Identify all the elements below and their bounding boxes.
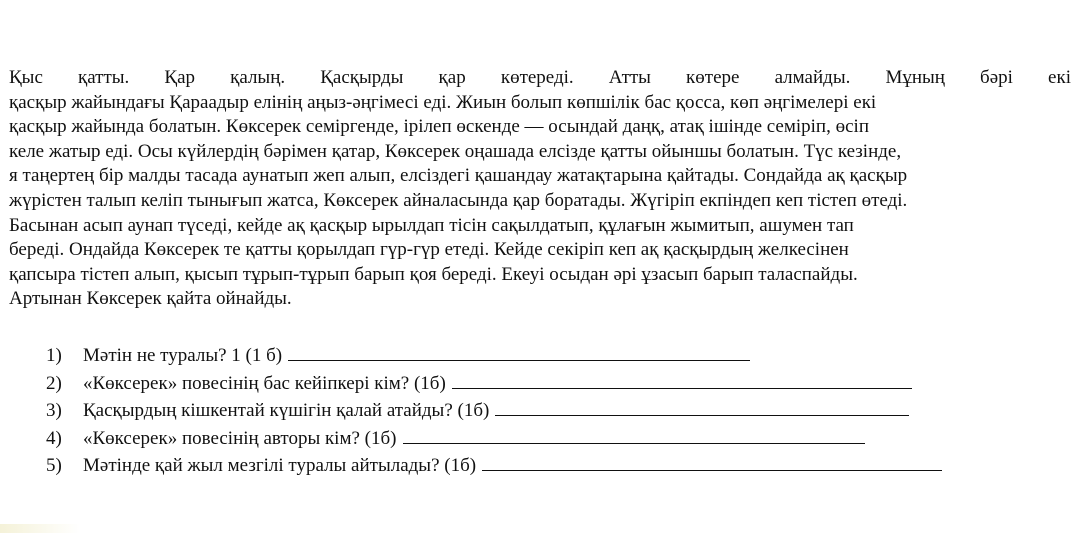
question-text: Қасқырдың кішкентай күшігін қалай атайды? (1б): [83, 400, 490, 421]
reading-passage: [9, 66, 1071, 312]
answer-blank[interactable]: [403, 425, 865, 444]
question-number: 4): [46, 427, 62, 449]
passage-line: я таңертең бір малды тасада аунатып жеп алып, елсіздегі қашандау жатақтарына қайтады. Сондайда ақ қасқыр: [9, 165, 908, 187]
passage-line: қасқыр жайындағы Қараадыр елінің аңыз-әңгімесі еді. Жиын болып көпшілік бас қосса, көп әңгімелері екі: [9, 91, 877, 113]
question-item: [46, 370, 1066, 398]
question-item: [46, 397, 1066, 425]
passage-line: береді. Ондайда Көксерек те қатты қорылдап гүр-гүр етеді. Кейде секіріп кеп ақ қасқырдың желкесінен: [9, 239, 849, 261]
passage-line: Артынан Көксерек қайта ойнайды.: [9, 288, 292, 310]
answer-blank[interactable]: [495, 397, 909, 416]
answer-blank[interactable]: [482, 452, 942, 471]
question-text: «Көксерек» повесінің бас кейіпкері кім? (1б): [83, 372, 446, 394]
scan-smudge: [0, 524, 80, 533]
question-text: Мәтінде қай жыл мезгілі туралы айтылады? (1б): [83, 455, 477, 476]
question-text: Мәтін не туралы? 1 (1 б): [83, 345, 283, 366]
question-item: [46, 342, 1066, 370]
passage-line: жүрістен талып келіп тынығып жатса, Көксерек айналасында қар боратады. Жүгіріп екпіндеп кеп тістеп өтеді.: [9, 189, 908, 211]
passage-line: келе жатыр еді. Осы күйлердің бәрімен қатар, Көксерек оңашада елсізде қатты ойыншы болатын. Түс кезінде,: [9, 140, 902, 162]
question-item: [46, 425, 1066, 453]
passage-line: Басынан асып аунап түседі, кейде ақ қасқыр ырылдап тісін сақылдатып, құлағын жымитып, ашумен тап: [9, 214, 854, 236]
question-number: 1): [46, 345, 62, 366]
answer-blank[interactable]: [452, 370, 912, 389]
question-text: «Көксерек» повесінің авторы кім? (1б): [83, 427, 397, 449]
question-number: 2): [46, 372, 62, 394]
question-number: 3): [46, 400, 62, 421]
passage-line: Қыс қатты. Қар қалың. Қасқырды қар көтереді. Атты көтере алмайды. Мұның бәрі екі: [9, 67, 1071, 88]
question-item: [46, 452, 1066, 480]
answer-blank[interactable]: [288, 342, 750, 361]
passage-line: қапсыра тістеп алып, қысып тұрып-тұрып барып қоя береді. Екеуі осыдан әрі ұзасып барып таласпайды.: [9, 263, 858, 285]
question-number: 5): [46, 455, 62, 476]
passage-line: қасқыр жайында болатын. Көксерек семіргенде, ірілеп өскенде — осындай даңқ, атақ ішінде семіріп, өсіп: [9, 116, 869, 138]
question-list: [46, 342, 1066, 480]
